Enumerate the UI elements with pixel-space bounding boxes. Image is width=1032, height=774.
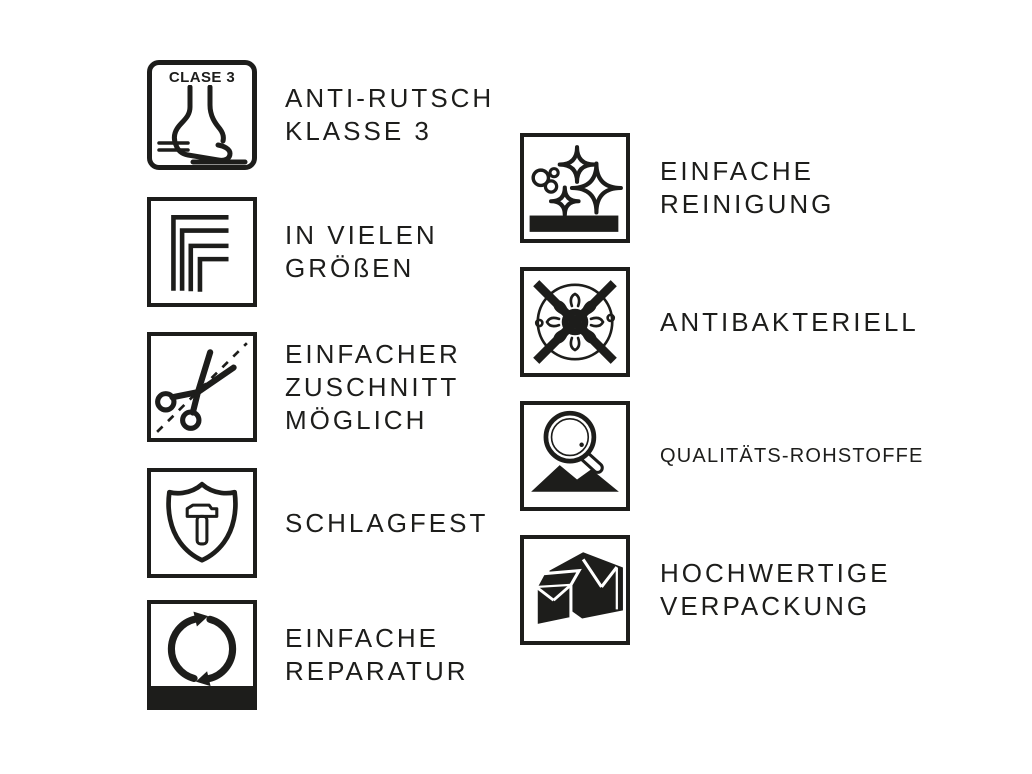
feature-row-impact-resistant [147, 468, 488, 578]
magnifier-minerals-icon [524, 405, 626, 507]
feature-row-antibacterial [520, 267, 919, 377]
foot-slip-icon [152, 85, 252, 165]
feature-row-easy-cleaning [520, 133, 834, 243]
shield-hammer-icon [151, 472, 253, 574]
many-sizes-icon [147, 197, 257, 307]
feature-row-easy-repair [147, 600, 469, 710]
feature-row-packaging [520, 535, 890, 645]
crossed-bacteria-icon [524, 271, 626, 373]
feature-label: EINFACHE REINIGUNG [660, 156, 835, 219]
feature-label: IN VIELEN GRÖßEN [285, 220, 438, 283]
feature-label: QUALITÄTS-ROHSTOFFE [660, 445, 924, 467]
easy-cutting-icon [147, 332, 257, 442]
feature-label: ANTIBAKTERIELL [660, 306, 919, 337]
impact-resistant-icon [147, 468, 257, 578]
sparkles-icon [524, 137, 626, 239]
feature-row-anti-slip [147, 60, 494, 170]
floor-bar [151, 686, 253, 706]
feature-label: EINFACHE REPARATUR [285, 623, 469, 686]
feature-row-many-sizes [147, 197, 438, 307]
feature-label: ANTI-RUTSCH KLASSE 3 [285, 83, 495, 146]
easy-repair-icon [147, 600, 257, 710]
anti-slip-class-3-icon [147, 60, 257, 170]
feature-label: EINFACHER ZUSCHNITT MÖGLICH [285, 338, 461, 435]
quality-raw-materials-icon [520, 401, 630, 511]
clase-3-badge: CLASE 3 [168, 69, 236, 86]
antibacterial-icon [520, 267, 630, 377]
nested-corners-icon [151, 201, 253, 303]
feature-row-easy-cutting [147, 332, 461, 442]
feature-label: HOCHWERTIGE VERPACKUNG [660, 558, 891, 621]
feature-row-quality-raw-materials [520, 401, 924, 511]
packaging-boxes-icon [524, 539, 626, 641]
feature-label: SCHLAGFEST [285, 507, 489, 538]
easy-cleaning-icon [520, 133, 630, 243]
high-quality-packaging-icon [520, 535, 630, 645]
scissors-icon [151, 336, 253, 438]
